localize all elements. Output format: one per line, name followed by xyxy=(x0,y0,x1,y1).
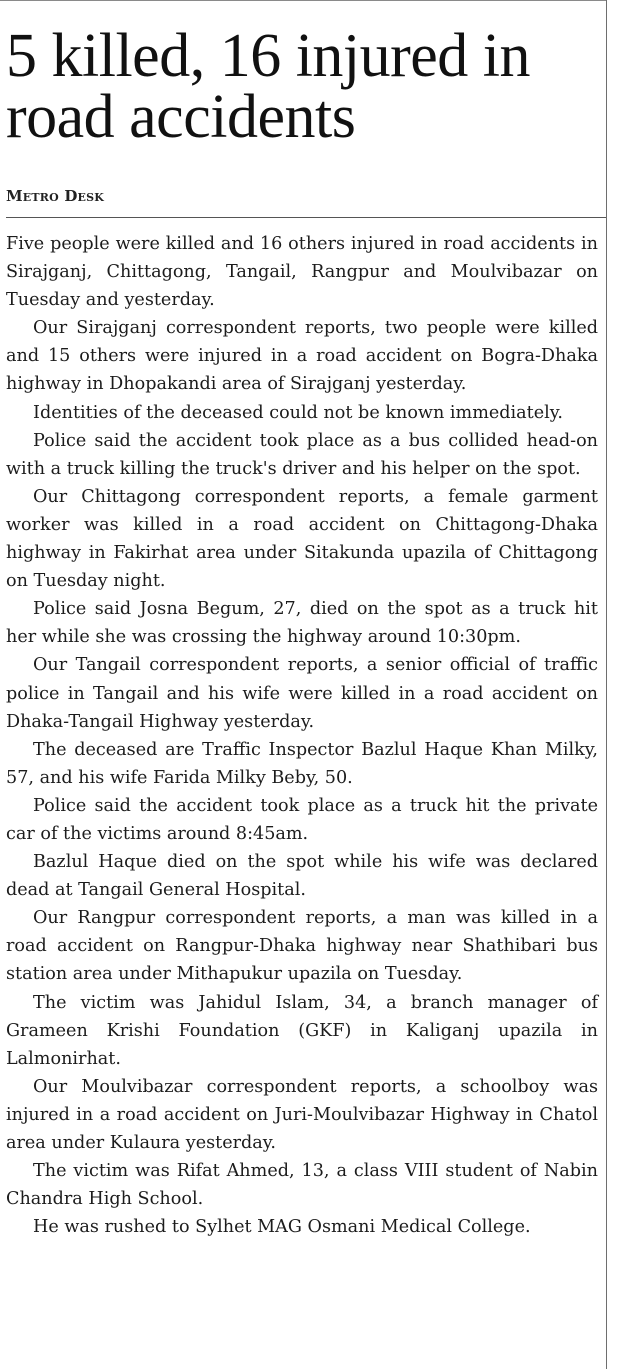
paragraph: Identities of the deceased could not be known immediately. xyxy=(33,402,563,423)
paragraph: Our Sirajganj correspondent reports, two people were killed and 15 others were injured in a road accident on Bogra-Dhaka highway in Dhopakandi area of Sirajganj yesterday. xyxy=(6,318,598,395)
paragraph: He was rushed to Sylhet MAG Osmani Medical College. xyxy=(33,1217,531,1238)
paragraph: Our Moulvibazar correspondent reports, a schoolboy was injured in a road accident on Juri-Moulvibazar Highway in Chatol area under Kulaura yesterday. xyxy=(6,1076,598,1153)
byline-divider xyxy=(6,217,606,218)
paragraph: Our Chittagong correspondent reports, a female garment worker was killed in a road accident on Chittagong-Dhaka highway in Fakirhat area under Sitakunda upazila of Chittagong on Tuesday night. xyxy=(6,486,598,592)
paragraph: The deceased are Traffic Inspector Bazlul Haque Khan Milky, 57, and his wife Farida Milky Beby, 50. xyxy=(6,739,598,788)
paragraph: Our Tangail correspondent reports, a senior official of traffic police in Tangail and his wife were killed in a road accident on Dhaka-Tangail Highway yesterday. xyxy=(6,655,598,732)
column-divider xyxy=(606,0,607,1369)
paragraph: Our Rangpur correspondent reports, a man was killed in a road accident on Rangpur-Dhaka highway near Shathibari bus station area under Mithapukur upazila on Tuesday. xyxy=(6,908,598,985)
paragraph: Bazlul Haque died on the spot while his wife was declared dead at Tangail General Hospital. xyxy=(6,852,598,901)
paragraph: Police said the accident took place as a bus collided head-on with a truck killing the truck's driver and his helper on the spot. xyxy=(6,430,598,479)
article-body xyxy=(6,230,598,1241)
paragraph: Five people were killed and 16 others injured in road accidents in Sirajganj, Chittagong, Tangail, Rangpur and Moulvibazar on Tuesday and yesterday. xyxy=(6,234,598,311)
paragraph: The victim was Rifat Ahmed, 13, a class VIII student of Nabin Chandra High School. xyxy=(6,1161,598,1210)
paragraph: The victim was Jahidul Islam, 34, a branch manager of Grameen Krishi Foundation (GKF) in Kaliganj upazila in Lalmonirhat. xyxy=(6,992,598,1069)
top-divider xyxy=(0,0,606,1)
paragraph: Police said Josna Begum, 27, died on the spot as a truck hit her while she was crossing the highway around 10:30pm. xyxy=(6,599,598,648)
byline: Metro Desk xyxy=(6,187,105,205)
headline: 5 killed, 16 injured in road accidents xyxy=(6,22,531,151)
paragraph: Police said the accident took place as a truck hit the private car of the victims around 8:45am. xyxy=(6,795,598,844)
